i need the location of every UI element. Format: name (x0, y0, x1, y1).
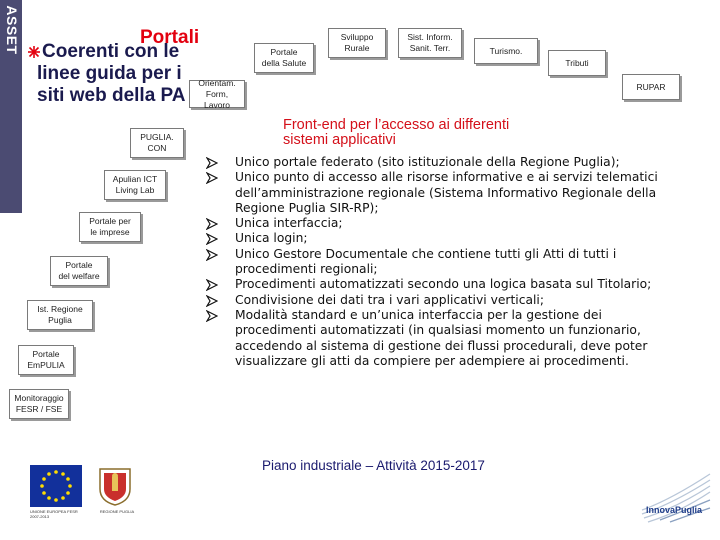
portal-box-label: Sist. Inform. Sanit. Terr. (407, 32, 453, 53)
list-item (206, 231, 686, 246)
portal-box-tributi[interactable] (548, 50, 606, 76)
bullet-list (206, 155, 686, 369)
portal-box-label: Portale EmPULIA (27, 349, 65, 370)
sidebar-strip (0, 0, 22, 213)
portal-box-pugliacon[interactable] (130, 128, 184, 158)
subtitle-line-1: Coerenti con le (42, 41, 180, 62)
arrow-bullet-icon (206, 233, 218, 245)
portal-box-monitoraggio[interactable] (9, 389, 69, 419)
portal-box-sviluppo[interactable] (328, 28, 386, 58)
portal-box-turismo[interactable] (474, 38, 538, 64)
frontend-title: Front-end per l’accesso ai differenti sistemi applicativi (283, 117, 510, 148)
list-item (206, 277, 686, 292)
arrow-bullet-icon (206, 295, 218, 307)
region-crest-logo (94, 465, 136, 507)
portal-box-empulia[interactable] (18, 345, 74, 375)
innovapuglia-logo-text: InnovaPuglia (646, 505, 703, 515)
list-item-text: Unica login; (235, 231, 308, 246)
portal-box-label: Sviluppo Rurale (340, 32, 374, 53)
portal-box-salute[interactable] (254, 43, 314, 73)
arrow-bullet-icon (206, 279, 218, 291)
portal-box-regione[interactable] (27, 300, 93, 330)
list-item-text: Unica interfaccia; (235, 216, 343, 231)
footer-logos (30, 465, 140, 521)
portal-box-rupar[interactable] (622, 74, 680, 100)
list-item-text: Unico portale federato (sito istituzionale della Regione Puglia); (235, 155, 620, 169)
list-item (206, 293, 686, 308)
portal-box-sanit[interactable] (398, 28, 462, 58)
portal-box-label: Monitoraggio FESR / FSE (14, 393, 64, 414)
list-item-text: Procedimenti automatizzati secondo una logica basata sul Titolario; (235, 277, 652, 292)
portal-box-apulian[interactable] (104, 170, 166, 200)
eu-caption: UNIONE EUROPEA FESR 2007-2013 (30, 509, 78, 519)
footer-text: Piano industriale – Attività 2015-2017 (262, 458, 485, 473)
portal-box-orientam[interactable] (189, 77, 245, 110)
portal-box-label: Portale per le imprese (89, 216, 131, 237)
arrow-bullet-icon (206, 172, 218, 184)
list-item (206, 216, 686, 231)
arrow-bullet-icon (206, 249, 218, 261)
innovapuglia-logo (640, 470, 712, 526)
sidebar-label: ASSET (4, 5, 20, 55)
portal-box-label: Portale della Salute (261, 47, 307, 68)
list-item-text: Unico Gestore Documentale che contiene tutti gli Atti di tutti i procedimenti regionali; (235, 246, 617, 277)
arrow-bullet-icon (206, 157, 218, 169)
page-title: Portali (140, 27, 200, 48)
portal-box-label: Portale del welfare (58, 260, 100, 281)
portal-box-imprese[interactable] (79, 212, 141, 242)
subtitle-line-3: siti web della PA (37, 85, 186, 106)
bullet-star-icon (27, 45, 41, 59)
list-item (206, 155, 686, 170)
portal-box-label: Turismo. (489, 45, 523, 56)
arrow-bullet-icon (206, 218, 218, 230)
region-caption: REGIONE PUGLIA (99, 509, 135, 514)
eu-flag-logo (30, 465, 82, 507)
portal-box-label: Orientam. Form, Lavoro (198, 77, 236, 110)
list-item-text: Condivisione dei dati tra i vari applicativi verticali; (235, 292, 544, 307)
portal-box-welfare[interactable] (50, 256, 108, 286)
portal-box-label: RUPAR (636, 81, 666, 92)
arrow-bullet-icon (206, 310, 218, 322)
list-item (206, 170, 686, 216)
portal-box-label: Tributi (565, 57, 589, 68)
portal-box-label: Ist. Regione Puglia (37, 304, 83, 325)
list-item (206, 308, 686, 369)
list-item-text: Modalità standard e un’unica interfaccia per la gestione dei procedimenti automatizzati (in qualsiasi momento un funzionario, accedendo al sistema di gestione dei flussi procedurali, deve poter visualizzare gli atti da compiere per adempiere ai procedimenti. (235, 307, 648, 368)
portal-box-label: PUGLIA. CON (140, 132, 174, 153)
list-item-text: Unico punto di accesso alle risorse informative e ai servizi telematici dell’amministrazione regionale (Sistema Informativo Regionale della Regione Puglia SIR-RP); (235, 170, 658, 215)
portal-box-label: Apulian ICT Living Lab (112, 174, 158, 195)
eu-stars-icon (30, 465, 82, 507)
subtitle-line-2: linee guida per i (37, 63, 182, 84)
list-item (206, 247, 686, 278)
